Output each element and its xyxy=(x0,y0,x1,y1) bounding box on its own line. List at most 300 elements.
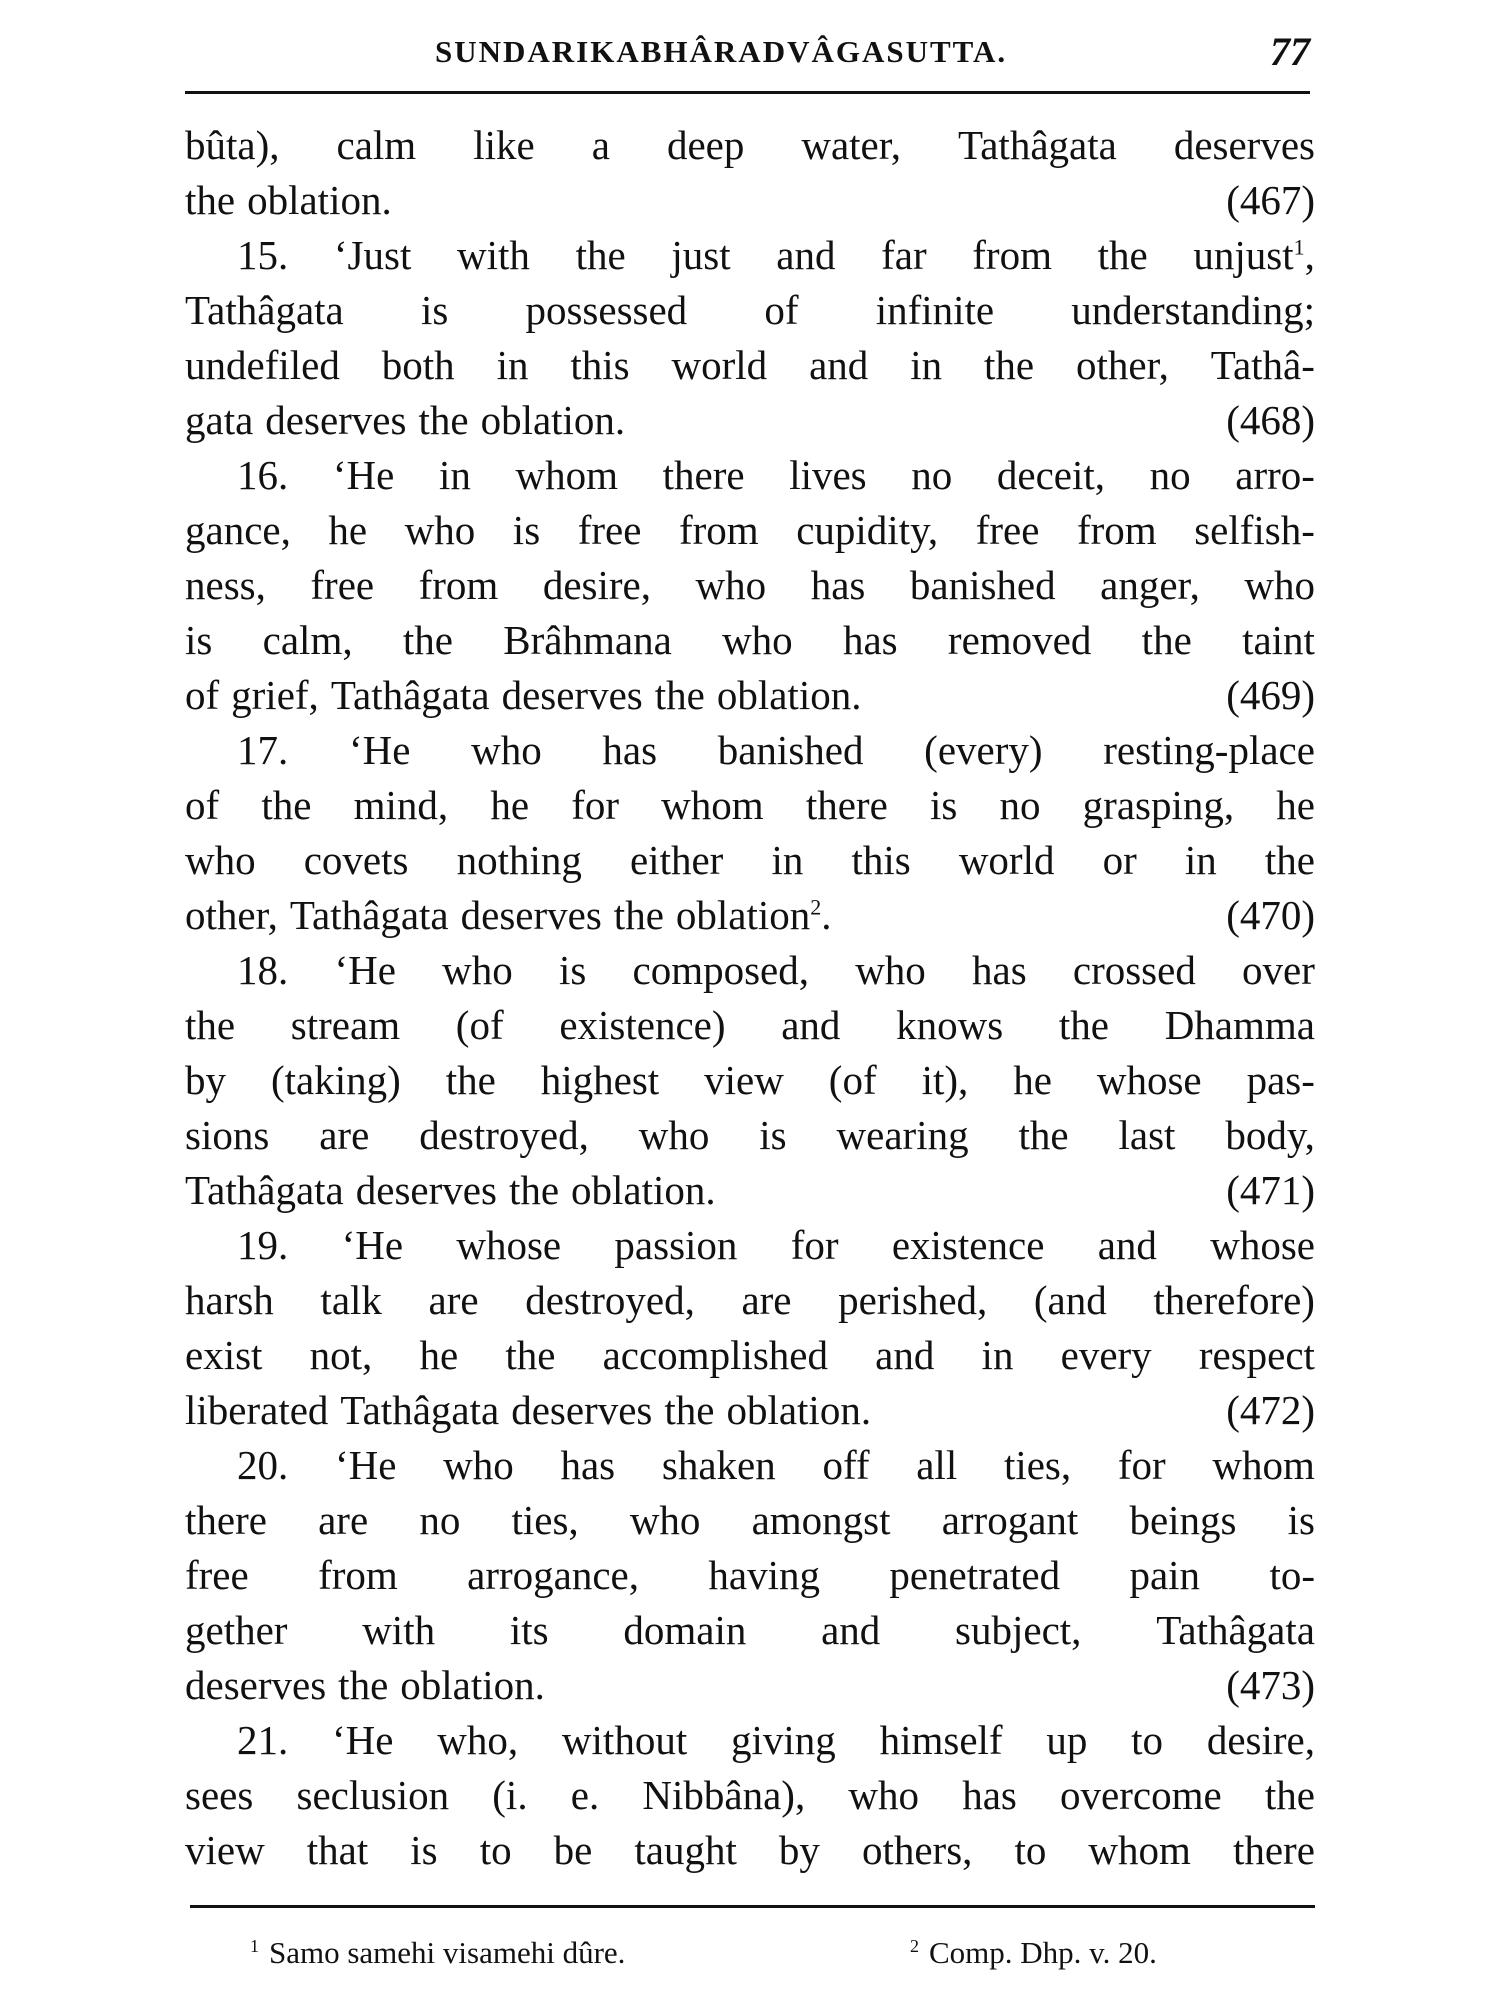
verse-number: (473) xyxy=(1226,1662,1315,1708)
word: the xyxy=(505,1332,556,1378)
word: no xyxy=(911,452,953,498)
word: Tathâgata xyxy=(330,672,490,718)
word: of xyxy=(185,672,220,718)
word: banished xyxy=(717,727,864,773)
word: over xyxy=(1242,947,1315,993)
word: the xyxy=(1264,1772,1315,1818)
word: without xyxy=(561,1717,688,1763)
word: cupidity, xyxy=(796,507,939,553)
word: the xyxy=(1141,617,1192,663)
page-header xyxy=(185,28,1310,88)
word: Tathâgata xyxy=(958,122,1117,168)
word: he xyxy=(1276,782,1315,828)
word: the xyxy=(1097,232,1148,278)
word: the xyxy=(984,342,1035,388)
word: beings xyxy=(1129,1497,1237,1543)
word: the xyxy=(664,1387,715,1433)
word: and xyxy=(776,232,836,278)
footnote-2 xyxy=(910,1935,1157,1971)
word: world xyxy=(958,837,1055,883)
text-line xyxy=(185,943,1315,998)
word: who xyxy=(185,837,256,883)
word: is xyxy=(185,617,213,663)
word: lives xyxy=(789,452,867,498)
word: other, xyxy=(185,892,278,938)
word: the xyxy=(654,672,705,718)
word: he xyxy=(1013,1057,1052,1103)
word: the xyxy=(261,782,312,828)
word: ties, xyxy=(511,1497,579,1543)
word: knows xyxy=(896,1002,1004,1048)
word: Tathâgata xyxy=(185,1167,344,1213)
word: is xyxy=(512,507,541,553)
word: deserves xyxy=(185,1662,327,1708)
spacer xyxy=(392,173,1226,228)
word: existence xyxy=(891,1222,1045,1268)
word: liberated xyxy=(185,1387,329,1433)
word: with xyxy=(362,1607,436,1653)
footnote-mark: 2 xyxy=(910,1935,919,1956)
word: the xyxy=(338,1662,389,1708)
word: its xyxy=(509,1607,549,1653)
text-line xyxy=(185,1273,1315,1328)
word: he xyxy=(419,1332,459,1378)
word: the xyxy=(1264,837,1315,883)
word: has xyxy=(810,562,866,608)
text-line xyxy=(185,283,1315,338)
word: ‘He xyxy=(332,452,395,498)
spacer xyxy=(625,393,1226,448)
word: all xyxy=(916,1442,958,1488)
word: just xyxy=(671,232,731,278)
word: 16. xyxy=(237,452,289,498)
word: mind, xyxy=(353,782,449,828)
word: infinite xyxy=(875,287,995,333)
word: pain xyxy=(1129,1552,1201,1598)
word: others, xyxy=(861,1827,973,1873)
footnote-ref: 2 xyxy=(810,894,822,920)
word: ‘He xyxy=(334,947,396,993)
word: there xyxy=(662,452,745,498)
word: are xyxy=(319,1112,370,1158)
text-line xyxy=(185,1658,1315,1713)
word: whose xyxy=(1096,1057,1202,1103)
word: nothing xyxy=(456,837,582,883)
word: whom xyxy=(1212,1442,1315,1488)
text-line xyxy=(185,1218,1315,1273)
header-rule xyxy=(185,91,1310,94)
word: gether xyxy=(185,1607,288,1653)
word: there xyxy=(185,1497,267,1543)
word: who, xyxy=(437,1717,519,1763)
word: 15. xyxy=(237,232,289,278)
footnote-rule xyxy=(190,1905,1315,1908)
word: 20. xyxy=(237,1442,289,1488)
footnote-text: Samo samehi visamehi dûre. xyxy=(269,1935,626,1970)
word: bûta), xyxy=(185,122,280,168)
word: body, xyxy=(1225,1112,1315,1158)
word: domain xyxy=(623,1607,747,1653)
word: oblation. xyxy=(571,1167,716,1213)
text-line xyxy=(185,1493,1315,1548)
word: the xyxy=(185,177,236,223)
word: has xyxy=(962,1772,1017,1818)
text-line xyxy=(185,888,1315,943)
word: undefiled xyxy=(185,342,340,388)
word: ‘Just xyxy=(333,232,412,278)
word: taint xyxy=(1242,617,1315,663)
word: who xyxy=(855,947,926,993)
word: exist xyxy=(185,1332,263,1378)
text-line xyxy=(185,338,1315,393)
word: for xyxy=(571,782,619,828)
word: who xyxy=(695,562,767,608)
word: from xyxy=(318,1552,398,1598)
spacer xyxy=(545,1658,1226,1713)
word: is xyxy=(1287,1497,1315,1543)
word: to xyxy=(1131,1717,1164,1763)
footnote-mark: 1 xyxy=(250,1935,259,1956)
word: the xyxy=(402,617,453,663)
word: that xyxy=(306,1827,369,1873)
word: amongst xyxy=(751,1497,891,1543)
word: no xyxy=(419,1497,461,1543)
spacer xyxy=(861,668,1226,723)
word: deserves xyxy=(265,397,407,443)
text-line xyxy=(185,668,1315,723)
word: like xyxy=(473,122,535,168)
word: perished, xyxy=(838,1277,988,1323)
text-line xyxy=(185,1053,1315,1108)
word: who xyxy=(443,1442,514,1488)
word: far xyxy=(881,232,927,278)
word: this xyxy=(570,342,630,388)
word: oblation. xyxy=(716,672,862,718)
word: sions xyxy=(185,1112,270,1158)
word: from xyxy=(418,562,499,608)
word: grasping, xyxy=(1082,782,1235,828)
word: of xyxy=(185,782,220,828)
word: selfish- xyxy=(1194,507,1315,553)
word: are xyxy=(741,1277,792,1323)
word: ‘He xyxy=(332,1717,394,1763)
word: 19. xyxy=(237,1222,289,1268)
word: and xyxy=(821,1607,881,1653)
word: highest xyxy=(540,1057,660,1103)
word: respect xyxy=(1198,1332,1315,1378)
word: 21. xyxy=(237,1717,289,1763)
word: whom xyxy=(1088,1827,1191,1873)
word: in xyxy=(910,342,943,388)
word: this xyxy=(851,837,911,883)
word: shaken xyxy=(661,1442,776,1488)
word: who xyxy=(471,727,542,773)
word: deceit, xyxy=(996,452,1106,498)
word: oblation. xyxy=(480,397,626,443)
word: view xyxy=(704,1057,784,1103)
verse-number: (468) xyxy=(1226,397,1315,443)
text-line xyxy=(185,1108,1315,1163)
word: who xyxy=(1244,562,1315,608)
word: Nibbâna), xyxy=(642,1772,806,1818)
text-line xyxy=(185,613,1315,668)
word: (every) xyxy=(924,727,1043,773)
footnote-ref: 1 xyxy=(1293,234,1305,260)
word: oblation. xyxy=(400,1662,545,1708)
word: accomplished xyxy=(602,1332,828,1378)
word: gance, xyxy=(185,507,291,553)
word: arro- xyxy=(1235,452,1315,498)
word: the xyxy=(1018,1112,1069,1158)
footnote-text: Comp. Dhp. v. 20. xyxy=(929,1935,1157,1970)
word: other, xyxy=(1076,342,1169,388)
text-line xyxy=(185,1163,1315,1218)
word: arrogance, xyxy=(467,1552,640,1598)
text-line xyxy=(185,1768,1315,1823)
word: there xyxy=(805,782,888,828)
word: (i. xyxy=(492,1772,528,1818)
word: crossed xyxy=(1072,947,1196,993)
word: ties, xyxy=(1003,1442,1072,1488)
word: possessed xyxy=(525,287,688,333)
text-line xyxy=(185,228,1315,283)
word: free xyxy=(975,507,1040,553)
word: the xyxy=(445,1057,496,1103)
verse-number: (467) xyxy=(1226,177,1315,223)
word: and xyxy=(809,342,869,388)
word: off xyxy=(822,1442,870,1488)
word: oblation. xyxy=(247,177,392,223)
word: desire, xyxy=(542,562,652,608)
word: therefore) xyxy=(1153,1277,1315,1323)
word: deserves xyxy=(501,672,643,718)
word: either xyxy=(629,837,724,883)
word: has xyxy=(972,947,1027,993)
word: from xyxy=(972,232,1052,278)
word: or xyxy=(1102,837,1137,883)
word: covets xyxy=(303,837,409,883)
word: penetrated xyxy=(889,1552,1061,1598)
verse-number: (471) xyxy=(1226,1167,1315,1213)
word: Tathâgata xyxy=(289,892,449,938)
word: free xyxy=(310,562,375,608)
verse-number: (472) xyxy=(1226,1387,1315,1433)
word: oblation$^2$. xyxy=(675,892,832,938)
word: has xyxy=(842,617,898,663)
word: is xyxy=(759,1112,787,1158)
body-text xyxy=(185,118,1315,1878)
word: water, xyxy=(801,122,902,168)
spacer xyxy=(716,1163,1227,1218)
word: in xyxy=(1184,837,1217,883)
word: whom xyxy=(661,782,764,828)
verse-number: (470) xyxy=(1226,892,1315,938)
text-line xyxy=(185,1823,1315,1878)
spacer xyxy=(871,1383,1226,1438)
word: who xyxy=(442,947,513,993)
word: whose xyxy=(456,1222,562,1268)
word: who xyxy=(848,1772,920,1818)
word: to xyxy=(479,1827,512,1873)
word: resting-place xyxy=(1103,727,1315,773)
word: calm, xyxy=(262,617,353,663)
word: arrogant xyxy=(941,1497,1079,1543)
word: is xyxy=(929,782,958,828)
word: grief, xyxy=(231,672,319,718)
word: whose xyxy=(1210,1222,1315,1268)
word: deserves xyxy=(460,892,602,938)
word: sees xyxy=(185,1772,254,1818)
word: from xyxy=(678,507,759,553)
word: are xyxy=(428,1277,479,1323)
word: 17. xyxy=(237,727,289,773)
word: gata xyxy=(185,397,254,443)
word: himself xyxy=(879,1717,1003,1763)
verse-number: (469) xyxy=(1226,672,1315,718)
word: to xyxy=(1014,1827,1047,1873)
text-line xyxy=(185,118,1315,173)
word: to- xyxy=(1269,1552,1315,1598)
text-line xyxy=(185,173,1315,228)
word: be xyxy=(553,1827,593,1873)
word: overcome xyxy=(1060,1772,1222,1818)
word: subject, xyxy=(955,1607,1082,1653)
word: has xyxy=(560,1442,616,1488)
word: and xyxy=(781,1002,841,1048)
word: talk xyxy=(320,1277,382,1323)
word: deserves xyxy=(1173,122,1315,168)
spacer xyxy=(832,888,1227,943)
word: every xyxy=(1060,1332,1152,1378)
word: he xyxy=(328,507,368,553)
word: deep xyxy=(666,122,745,168)
word: composed, xyxy=(632,947,809,993)
word: of xyxy=(764,287,799,333)
word: the xyxy=(508,1167,560,1213)
word: oblation. xyxy=(726,1387,872,1433)
word: has xyxy=(602,727,658,773)
text-line xyxy=(185,833,1315,888)
word: view xyxy=(185,1827,265,1873)
text-line xyxy=(185,778,1315,833)
text-line xyxy=(185,1328,1315,1383)
word: seclusion xyxy=(296,1772,450,1818)
word: Brâhmana xyxy=(503,617,672,663)
word: banished xyxy=(909,562,1056,608)
word: by xyxy=(778,1827,820,1873)
running-title: SUNDARIKABHÂRADVÂGASUTTA. xyxy=(435,34,1008,69)
word: wearing xyxy=(836,1112,969,1158)
word: world xyxy=(671,342,768,388)
word: and xyxy=(875,1332,935,1378)
word: understanding; xyxy=(1071,287,1315,333)
word: in xyxy=(438,452,471,498)
word: giving xyxy=(731,1717,836,1763)
word: who xyxy=(722,617,793,663)
footnote-1 xyxy=(250,1935,625,1971)
word: by xyxy=(185,1057,226,1103)
page-number: 77 xyxy=(1270,29,1310,74)
word: for xyxy=(1117,1442,1166,1488)
word: Tathâgata xyxy=(1156,1607,1315,1653)
word: a xyxy=(591,122,610,168)
word: in xyxy=(496,342,529,388)
word: is xyxy=(410,1827,438,1873)
word: from xyxy=(1076,507,1157,553)
word: who xyxy=(638,1112,710,1158)
word: ‘He xyxy=(334,1442,397,1488)
word: ‘He xyxy=(341,1222,404,1268)
word: free xyxy=(185,1552,249,1598)
word: it), xyxy=(921,1057,969,1103)
word: (of xyxy=(455,1002,504,1048)
text-line xyxy=(185,558,1315,613)
word: who xyxy=(404,507,476,553)
word: calm xyxy=(336,122,417,168)
word: not, xyxy=(309,1332,373,1378)
word: taught xyxy=(634,1827,737,1873)
word: he xyxy=(490,782,530,828)
text-line xyxy=(185,1548,1315,1603)
word: removed xyxy=(947,617,1092,663)
word: e. xyxy=(570,1772,600,1818)
word: anger, xyxy=(1100,562,1200,608)
word: deserves xyxy=(511,1387,653,1433)
text-line xyxy=(185,448,1315,503)
text-line xyxy=(185,1438,1315,1493)
word: (taking) xyxy=(270,1057,401,1103)
word: in xyxy=(981,1332,1014,1378)
word: no xyxy=(999,782,1041,828)
word: in xyxy=(771,837,804,883)
word: the xyxy=(575,232,626,278)
word: Tathâgata xyxy=(340,1387,500,1433)
word: are xyxy=(318,1497,369,1543)
word: last xyxy=(1118,1112,1176,1158)
word: destroyed, xyxy=(525,1277,695,1323)
word: up xyxy=(1046,1717,1088,1763)
word: the xyxy=(418,397,469,443)
word: existence) xyxy=(559,1002,726,1048)
word: for xyxy=(790,1222,839,1268)
text-line xyxy=(185,723,1315,778)
word: whom xyxy=(515,452,618,498)
word: 18. xyxy=(237,947,289,993)
word: passion xyxy=(614,1222,738,1268)
word: no xyxy=(1149,452,1191,498)
text-line xyxy=(185,393,1315,448)
text-line xyxy=(185,1383,1315,1438)
word: unjust$^1$, xyxy=(1193,232,1315,278)
word: (and xyxy=(1033,1277,1107,1323)
word: Dhamma xyxy=(1164,1002,1315,1048)
word: the xyxy=(613,892,664,938)
word: stream xyxy=(290,1002,401,1048)
text-line xyxy=(185,1713,1315,1768)
word: Tathâ- xyxy=(1210,342,1315,388)
text-line xyxy=(185,1603,1315,1658)
word: (of xyxy=(828,1057,877,1103)
text-line xyxy=(185,998,1315,1053)
word: ‘He xyxy=(348,727,411,773)
word: desire, xyxy=(1206,1717,1315,1763)
word: destroyed, xyxy=(419,1112,589,1158)
word: pas- xyxy=(1246,1057,1315,1103)
word: free xyxy=(577,507,642,553)
word: having xyxy=(708,1552,820,1598)
word: who xyxy=(629,1497,701,1543)
word: both xyxy=(381,342,455,388)
